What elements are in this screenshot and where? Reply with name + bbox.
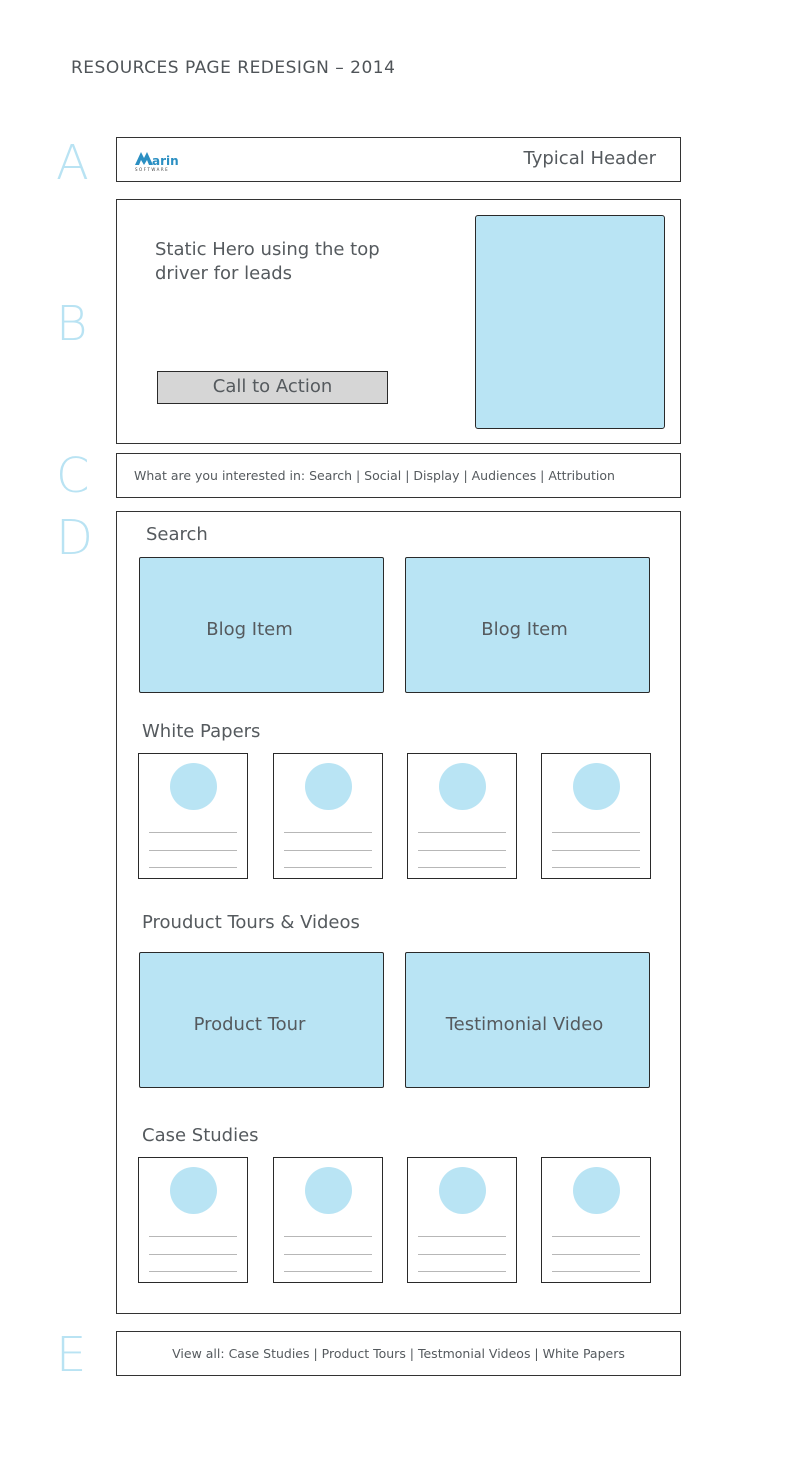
case-study-card[interactable]	[273, 1157, 383, 1283]
text-line	[284, 867, 372, 868]
thumbnail	[439, 763, 486, 810]
tours-heading: Prouduct Tours & Videos	[142, 912, 360, 933]
text-line	[552, 1236, 640, 1237]
thumbnail	[305, 1167, 352, 1214]
case-studies-heading: Case Studies	[142, 1125, 259, 1146]
text-line	[284, 1271, 372, 1272]
section-letter-e: E	[56, 1327, 87, 1383]
text-line	[149, 832, 237, 833]
white-paper-card[interactable]	[407, 753, 517, 879]
text-line	[149, 1254, 237, 1255]
page-title: RESOURCES PAGE REDESIGN – 2014	[71, 58, 396, 78]
text-line	[149, 867, 237, 868]
product-tour-label: Product Tour	[193, 1014, 306, 1035]
testimonial-video-card[interactable]	[405, 952, 650, 1088]
thumbnail	[170, 763, 217, 810]
text-line	[284, 850, 372, 851]
blog-item-card[interactable]	[405, 557, 650, 693]
view-all-bar	[116, 1331, 681, 1376]
text-line	[552, 867, 640, 868]
text-line	[552, 1271, 640, 1272]
text-line	[418, 850, 506, 851]
thumbnail	[573, 1167, 620, 1214]
white-paper-card[interactable]	[541, 753, 651, 879]
text-line	[149, 850, 237, 851]
case-study-card[interactable]	[541, 1157, 651, 1283]
thumbnail	[439, 1167, 486, 1214]
thumbnail	[305, 763, 352, 810]
text-line	[418, 1236, 506, 1237]
header-label: Typical Header	[523, 148, 656, 169]
text-line	[284, 1236, 372, 1237]
text-line	[552, 850, 640, 851]
case-study-card[interactable]	[407, 1157, 517, 1283]
text-line	[418, 1271, 506, 1272]
call-to-action-button[interactable]: Call to Action	[157, 371, 388, 404]
section-letter-c: C	[56, 448, 90, 504]
white-paper-card[interactable]	[138, 753, 248, 879]
search-heading: Search	[146, 524, 208, 545]
content-section	[116, 511, 681, 1314]
thumbnail	[573, 763, 620, 810]
testimonial-video-label: Testimonial Video	[445, 1014, 604, 1035]
section-letter-a: A	[56, 135, 89, 191]
text-line	[552, 832, 640, 833]
thumbnail	[170, 1167, 217, 1214]
svg-text:SOFTWARE: SOFTWARE	[135, 167, 170, 172]
blog-item-label: Blog Item	[481, 619, 568, 640]
header-section	[116, 137, 681, 182]
text-line	[149, 1271, 237, 1272]
marin-logo[interactable]	[133, 149, 183, 177]
white-papers-heading: White Papers	[142, 721, 261, 742]
hero-image	[475, 215, 665, 429]
text-line	[552, 1254, 640, 1255]
text-line	[284, 832, 372, 833]
text-line	[418, 867, 506, 868]
hero-section	[116, 199, 681, 444]
case-study-card[interactable]	[138, 1157, 248, 1283]
hero-text: Static Hero using the top driver for leads	[155, 239, 380, 284]
svg-text:arin: arin	[152, 154, 179, 168]
filter-text[interactable]: What are you interested in: Search | Social | Display | Audiences | Attribution	[134, 468, 615, 483]
section-letter-b: B	[56, 296, 88, 352]
product-tour-card[interactable]	[139, 952, 384, 1088]
view-all-links[interactable]: View all: Case Studies | Product Tours | Testmonial Videos | White Papers	[172, 1346, 625, 1361]
marin-logo-icon	[133, 149, 183, 173]
text-line	[149, 1236, 237, 1237]
filter-bar	[116, 453, 681, 498]
section-letter-d: D	[56, 510, 93, 566]
blog-item-card[interactable]	[139, 557, 384, 693]
text-line	[418, 1254, 506, 1255]
text-line	[418, 832, 506, 833]
blog-item-label: Blog Item	[206, 619, 293, 640]
text-line	[284, 1254, 372, 1255]
white-paper-card[interactable]	[273, 753, 383, 879]
